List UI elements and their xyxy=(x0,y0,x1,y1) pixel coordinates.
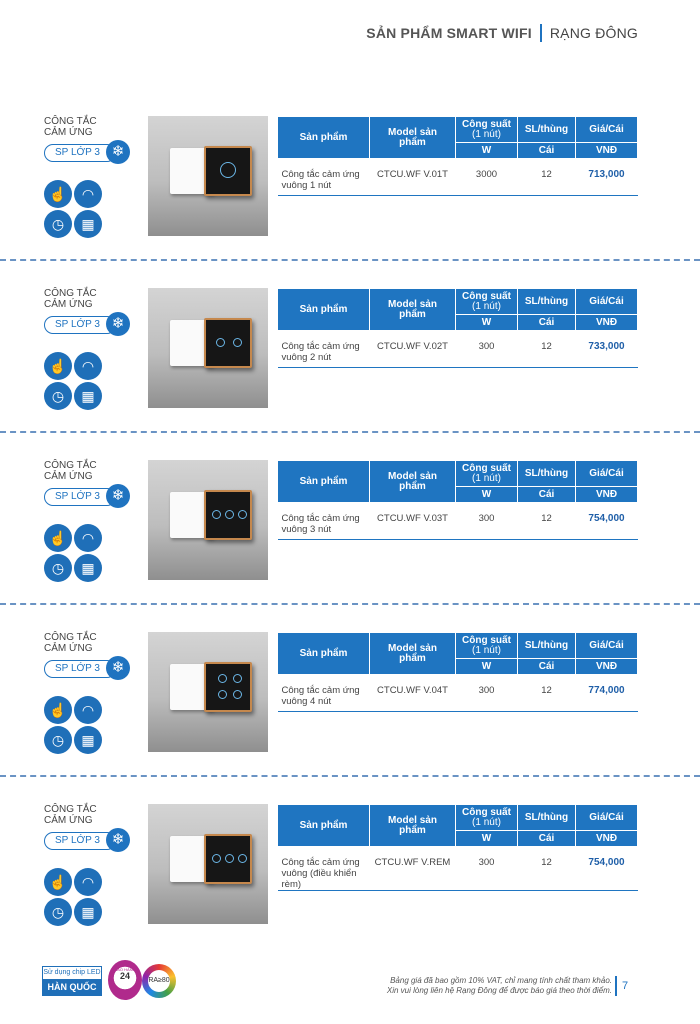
black-switch-panel xyxy=(204,662,252,712)
touch-button-ring xyxy=(233,690,242,699)
header-model: Model sản phẩm xyxy=(370,461,456,503)
touch-hand-icon: ☝ xyxy=(44,352,72,380)
category-label xyxy=(44,804,114,826)
product-power: 300 xyxy=(456,847,518,891)
product-block xyxy=(0,460,700,590)
clock-icon: ◷ xyxy=(44,554,72,582)
product-price: 713,000 xyxy=(576,159,638,196)
header-qty: SL/thùng xyxy=(518,117,576,143)
product-block xyxy=(0,632,700,762)
unit-qty: Cái xyxy=(518,831,576,847)
touch-button-ring xyxy=(220,162,236,178)
product-block xyxy=(0,804,700,934)
scene-grid-icon: ▦ xyxy=(74,726,102,754)
snowflake-icon: ❄ xyxy=(106,828,130,852)
section-divider xyxy=(0,775,700,777)
unit-price: VNĐ xyxy=(576,487,638,503)
price-note xyxy=(387,976,612,996)
black-switch-panel xyxy=(204,490,252,540)
header-qty: SL/thùng xyxy=(518,461,576,487)
wifi-icon: ◠ xyxy=(74,180,102,208)
unit-power: W xyxy=(456,315,518,331)
product-qty: 12 xyxy=(518,159,576,196)
category-label xyxy=(44,460,114,482)
scene-grid-icon: ▦ xyxy=(74,898,102,926)
product-power: 300 xyxy=(456,331,518,368)
category-line2: CẢM ỨNG xyxy=(44,815,93,826)
category-line1: CÔNG TẮC xyxy=(44,116,97,127)
table-row xyxy=(278,159,638,196)
page-number-bar xyxy=(615,976,617,996)
price-table xyxy=(277,116,638,196)
page-number: 7 xyxy=(622,980,629,992)
header-model: Model sản phẩm xyxy=(370,805,456,847)
touch-button-ring xyxy=(216,338,225,347)
header-product: Sản phẩm xyxy=(278,461,370,503)
product-qty: 12 xyxy=(518,503,576,540)
table-row xyxy=(278,331,638,368)
header-power-note: (1 nút) xyxy=(472,644,501,656)
category-label xyxy=(44,632,114,654)
header-price: Giá/Cái xyxy=(576,117,638,143)
header-product: Sản phẩm xyxy=(278,117,370,159)
clock-icon: ◷ xyxy=(44,210,72,238)
section-divider xyxy=(0,259,700,261)
header-power-note: (1 nút) xyxy=(472,816,501,828)
category-line1: CÔNG TẮC xyxy=(44,804,97,815)
product-name: Công tắc cảm ứng vuông 3 nút xyxy=(278,503,370,540)
class-badge: SP LỚP 3 xyxy=(44,488,116,506)
warranty-label: BẢO HÀNH xyxy=(114,967,136,972)
unit-power: W xyxy=(456,659,518,675)
product-power: 300 xyxy=(456,675,518,712)
touch-hand-icon: ☝ xyxy=(44,868,72,896)
unit-power: W xyxy=(456,143,518,159)
touch-button-ring xyxy=(218,690,227,699)
ra-label: RA≥80 xyxy=(148,970,170,992)
product-price: 754,000 xyxy=(576,847,638,891)
wifi-icon: ◠ xyxy=(74,696,102,724)
touch-button-ring xyxy=(212,854,221,863)
unit-power: W xyxy=(456,831,518,847)
scene-grid-icon: ▦ xyxy=(74,554,102,582)
category-line1: CÔNG TẮC xyxy=(44,632,97,643)
product-price: 733,000 xyxy=(576,331,638,368)
unit-power: W xyxy=(456,487,518,503)
header-qty: SL/thùng xyxy=(518,805,576,831)
header-power xyxy=(456,805,518,831)
touch-button-ring xyxy=(233,338,242,347)
touch-button-ring xyxy=(238,854,247,863)
product-image xyxy=(148,460,268,580)
product-qty: 12 xyxy=(518,675,576,712)
product-model: CTCU.WF V.02T xyxy=(370,331,456,368)
category-line1: CÔNG TẮC xyxy=(44,288,97,299)
product-block xyxy=(0,288,700,418)
category-label xyxy=(44,288,114,310)
category-line2: CẢM ỨNG xyxy=(44,471,93,482)
product-image xyxy=(148,632,268,752)
touch-button-ring xyxy=(238,510,247,519)
class-badge: SP LỚP 3 xyxy=(44,832,116,850)
header-price: Giá/Cái xyxy=(576,289,638,315)
wifi-icon: ◠ xyxy=(74,524,102,552)
unit-price: VNĐ xyxy=(576,831,638,847)
ra-badge xyxy=(142,964,176,998)
product-price: 774,000 xyxy=(576,675,638,712)
category-line1: CÔNG TẮC xyxy=(44,460,97,471)
product-power: 3000 xyxy=(456,159,518,196)
table-row xyxy=(278,847,638,891)
clock-icon: ◷ xyxy=(44,898,72,926)
unit-qty: Cái xyxy=(518,659,576,675)
product-model: CTCU.WF V.03T xyxy=(370,503,456,540)
class-badge: SP LỚP 3 xyxy=(44,316,116,334)
table-row xyxy=(278,675,638,712)
header-power xyxy=(456,117,518,143)
header-power-label: Công suất xyxy=(462,462,511,474)
header-power-label: Công suất xyxy=(462,290,511,302)
section-divider xyxy=(0,603,700,605)
header-power xyxy=(456,633,518,659)
category-line2: CẢM ỨNG xyxy=(44,127,93,138)
product-name: Công tắc cảm ứng vuông 4 nút xyxy=(278,675,370,712)
header-qty: SL/thùng xyxy=(518,289,576,315)
header-price: Giá/Cái xyxy=(576,633,638,659)
chip-label-bottom: HÀN QUỐC xyxy=(43,979,101,996)
product-image xyxy=(148,288,268,408)
product-name: Công tắc cảm ứng vuông 1 nút xyxy=(278,159,370,196)
header-model: Model sản phẩm xyxy=(370,633,456,675)
touch-button-ring xyxy=(218,674,227,683)
chip-label-top: Sử dụng chip LED xyxy=(43,967,101,979)
price-table xyxy=(277,804,638,891)
scene-grid-icon: ▦ xyxy=(74,210,102,238)
touch-button-ring xyxy=(225,510,234,519)
category-line2: CẢM ỨNG xyxy=(44,643,93,654)
black-switch-panel xyxy=(204,318,252,368)
black-switch-panel xyxy=(204,146,252,196)
scene-grid-icon: ▦ xyxy=(74,382,102,410)
snowflake-icon: ❄ xyxy=(106,140,130,164)
category-label xyxy=(44,116,114,138)
product-block xyxy=(0,116,700,246)
header-power-note: (1 nút) xyxy=(472,472,501,484)
snowflake-icon: ❄ xyxy=(106,656,130,680)
header-product: Sản phẩm xyxy=(278,633,370,675)
unit-price: VNĐ xyxy=(576,143,638,159)
unit-price: VNĐ xyxy=(576,659,638,675)
touch-button-ring xyxy=(233,674,242,683)
header-company: RẠNG ĐÔNG xyxy=(549,25,638,41)
product-model: CTCU.WF V.01T xyxy=(370,159,456,196)
table-row xyxy=(278,503,638,540)
header-power-label: Công suất xyxy=(462,634,511,646)
price-table xyxy=(277,288,638,368)
product-name: Công tắc cảm ứng vuông (điều khiển rèm) xyxy=(278,847,370,891)
wifi-icon: ◠ xyxy=(74,352,102,380)
price-table xyxy=(277,632,638,712)
price-note-line2: Xin vui lòng liên hệ Rạng Đông để được báo giá theo thời điểm. xyxy=(386,986,612,995)
snowflake-icon: ❄ xyxy=(106,312,130,336)
product-price: 754,000 xyxy=(576,503,638,540)
product-image xyxy=(148,804,268,924)
header-power xyxy=(456,289,518,315)
product-model: CTCU.WF V.04T xyxy=(370,675,456,712)
header-qty: SL/thùng xyxy=(518,633,576,659)
touch-hand-icon: ☝ xyxy=(44,696,72,724)
page-header xyxy=(366,24,638,42)
touch-button-ring xyxy=(212,510,221,519)
category-line2: CẢM ỨNG xyxy=(44,299,93,310)
header-power xyxy=(456,461,518,487)
header-model: Model sản phẩm xyxy=(370,289,456,331)
price-note-line1: Bảng giá đã bao gồm 10% VAT, chỉ mang tính chất tham khảo. xyxy=(390,976,612,985)
touch-button-ring xyxy=(225,854,234,863)
unit-qty: Cái xyxy=(518,143,576,159)
header-product: Sản phẩm xyxy=(278,805,370,847)
product-image xyxy=(148,116,268,236)
header-power-label: Công suất xyxy=(462,118,511,130)
clock-icon: ◷ xyxy=(44,726,72,754)
header-power-note: (1 nút) xyxy=(472,128,501,140)
unit-qty: Cái xyxy=(518,487,576,503)
class-badge: SP LỚP 3 xyxy=(44,660,116,678)
unit-price: VNĐ xyxy=(576,315,638,331)
product-qty: 12 xyxy=(518,331,576,368)
class-badge: SP LỚP 3 xyxy=(44,144,116,162)
header-price: Giá/Cái xyxy=(576,805,638,831)
product-name: Công tắc cảm ứng vuông 2 nút xyxy=(278,331,370,368)
snowflake-icon: ❄ xyxy=(106,484,130,508)
warranty-badge xyxy=(108,960,142,1000)
clock-icon: ◷ xyxy=(44,382,72,410)
price-table xyxy=(277,460,638,540)
header-model: Model sản phẩm xyxy=(370,117,456,159)
header-separator xyxy=(540,24,542,42)
section-divider xyxy=(0,431,700,433)
product-model: CTCU.WF V.REM xyxy=(370,847,456,891)
product-power: 300 xyxy=(456,503,518,540)
black-switch-panel xyxy=(204,834,252,884)
touch-hand-icon: ☝ xyxy=(44,524,72,552)
touch-hand-icon: ☝ xyxy=(44,180,72,208)
header-brand: SẢN PHẨM SMART WIFI xyxy=(366,25,532,41)
header-power-note: (1 nút) xyxy=(472,300,501,312)
header-product: Sản phẩm xyxy=(278,289,370,331)
wifi-icon: ◠ xyxy=(74,868,102,896)
product-qty: 12 xyxy=(518,847,576,891)
warranty-value: 24 xyxy=(119,971,130,981)
unit-qty: Cái xyxy=(518,315,576,331)
header-price: Giá/Cái xyxy=(576,461,638,487)
korea-chip-logo xyxy=(42,966,102,996)
header-power-label: Công suất xyxy=(462,806,511,818)
